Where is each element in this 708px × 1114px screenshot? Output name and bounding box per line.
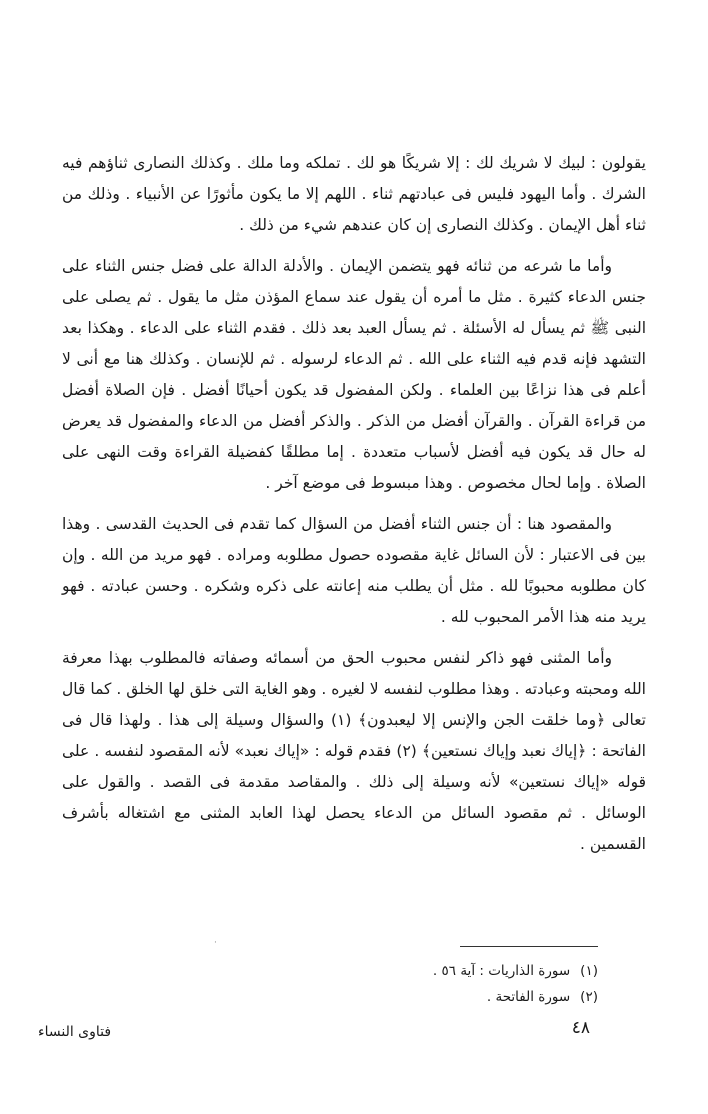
paragraph-2: وأما ما شرعه من ثنائه فهو يتضمن الإيمان . والأدلة الدالة على فضل جنس الثناء على جنس الدعاء كثيرة . مثل ما أمره أن يقول عند سماع المؤذن مثل ما يقول . ثم يصلى على النبى ﷺ ثم يسأل له الأسئلة . ثم يسأل العبد بعد ذلك . فقدم الثناء على الدعاء . وهكذا بعد التشهد فإنه قدم فيه الثناء على الله . ثم الدعاء لرسوله . ثم للإنسان . وكذلك هنا مع أنى لا أعلم فى هذا نزاعًا بين العلماء . ولكن المفضول قد يكون أحيانًا أفضل . فإن الصلاة أفضل من قراءة القرآن . والقرآن أفضل من الذكر . والذكر أفضل من الدعاء والمفضول قد يعرض له حال قد يكون فيه أفضل لأسباب متعددة . إما مطلقًا كفضيلة القراءة وقت النهى على الصلاة . وإما لحال مخصوص . وهذا مبسوط فى موضع آخر . xyxy=(62,257,646,492)
footnote-2 xyxy=(198,984,598,1010)
main-text xyxy=(62,148,646,870)
footnote-divider xyxy=(460,946,598,947)
page-number: ٤٨ xyxy=(571,1018,590,1038)
running-title: فتاوى النساء xyxy=(38,1024,112,1040)
footnote-2-text: سورة الفاتحة . xyxy=(486,989,571,1005)
paragraph-4: وأما المثنى فهو ذاكر لنفس محبوب الحق من أسمائه وصفاته فالمطلوب بهذا معرفة الله ومحبته وعبادته . وهذا مطلوب لنفسه لا لغيره . وهو الغاية التى خلق لها الخلق . كما قال تعالى ﴿وما خلقت الجن والإنس إلا ليعبدون﴾ (١) والسؤال وسيلة إلى هذا . ولهذا قال فى الفاتحة : ﴿إياك نعبد وإياك نستعين﴾ (٢) فقدم قوله : «إياك نعبد» لأنه المقصود لنفسه . على قوله «إياك نستعين» لأنه وسيلة إلى ذلك . والمقاصد مقدمة فى القصد . والقول على الوسائل . ثم مقصود السائل من الدعاء يحصل لهذا العابد المثنى مع اشتغاله بأشرف القسمين . xyxy=(62,649,647,853)
footnote-2-number: (٢) xyxy=(580,989,598,1005)
footnote-1-text: سورة الذاريات : آية ٥٦ . xyxy=(432,963,571,979)
paragraph-3: والمقصود هنا : أن جنس الثناء أفضل من السؤال كما تقدم فى الحديث القدسى . وهذا بين فى الاعتبار : لأن السائل غاية مقصوده حصول مطلوبه ومراده . فهو مريد من الله . وإن كان مطلوبه محبوبًا لله . مثل أن يطلب منه إعانته على ذكره وشكره . وحسن عبادته . فهو يريد منه هذا الأمر المحبوب لله . xyxy=(62,515,646,626)
footnotes xyxy=(198,958,598,1010)
footnote-1 xyxy=(198,958,598,984)
paragraph-1: يقولون : لبيك لا شريك لك : إلا شريكًا هو لك . تملكه وما ملك . وكذلك النصارى ثناؤهم فيه الشرك . وأما اليهود فليس فى عبادتهم ثناء . اللهم إلا ما يكون مأثورًا عن الأنبياء . وذلك من ثناء أهل الإيمان . وكذلك النصارى إن كان عندهم شيء من ذلك . xyxy=(62,154,646,234)
footnote-1-number: (١) xyxy=(580,963,598,979)
print-speck: · xyxy=(214,938,217,948)
